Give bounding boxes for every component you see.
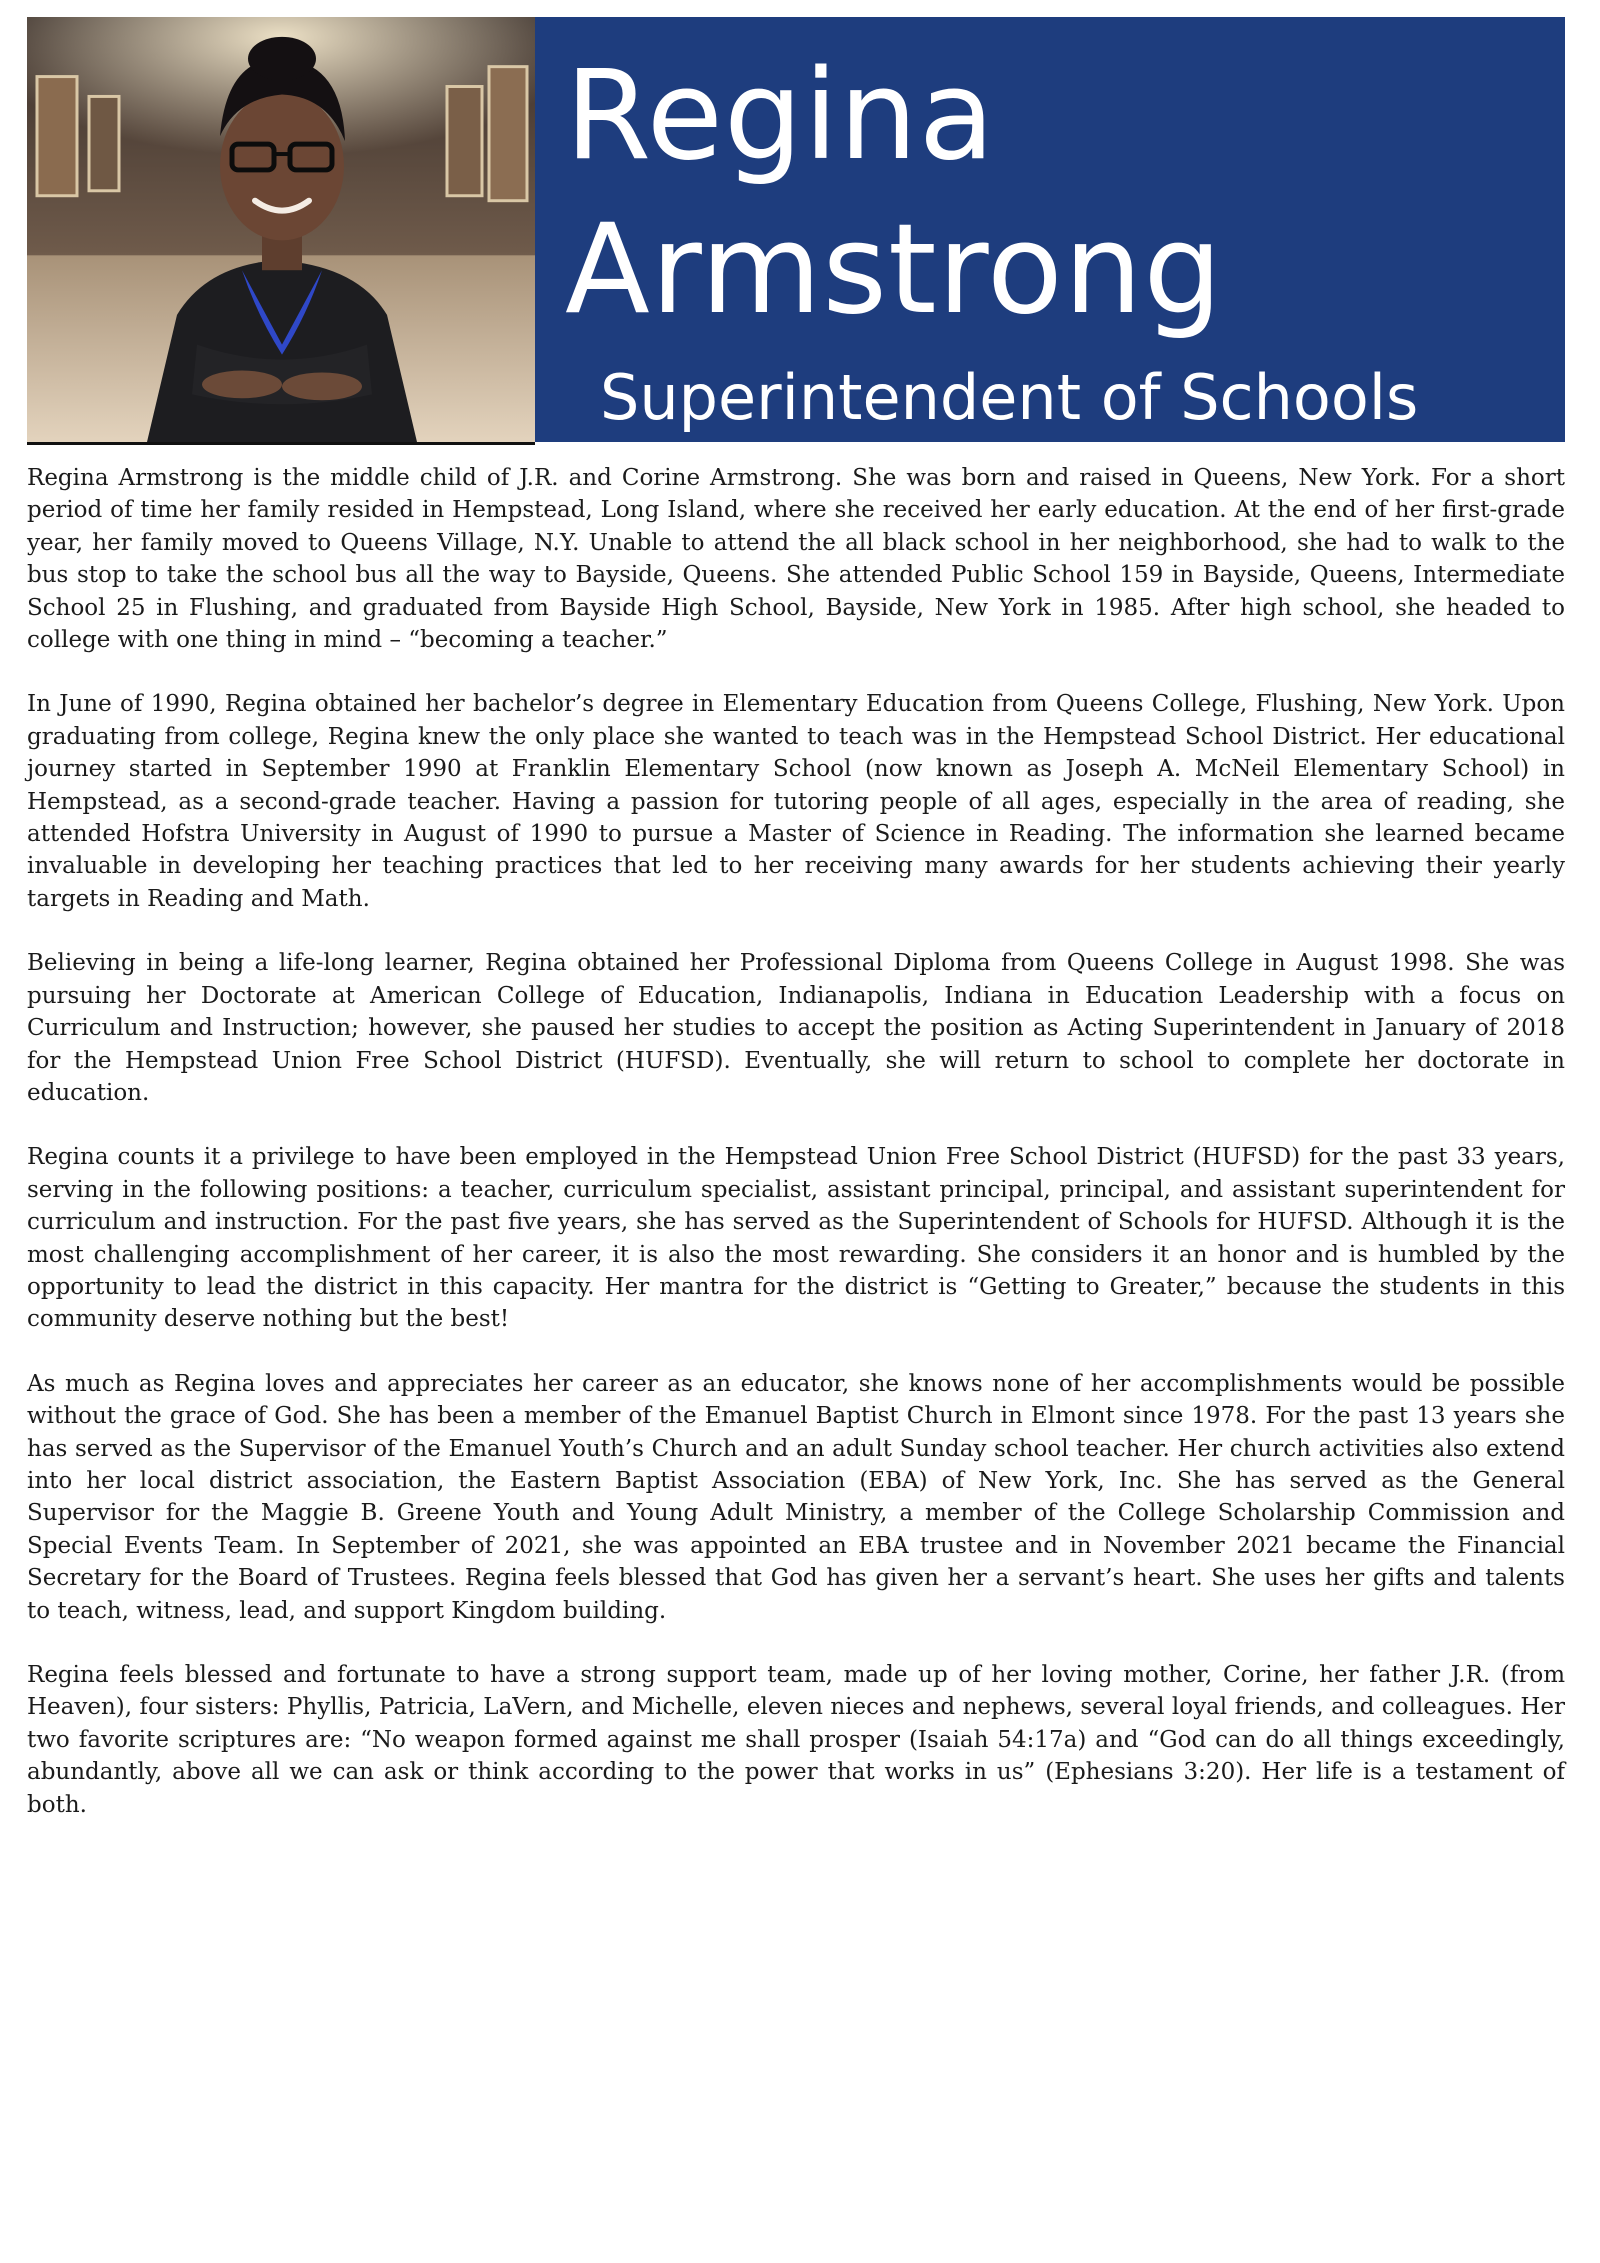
portrait-photo [27, 17, 535, 445]
bio-paragraph-1: Regina Armstrong is the middle child of J.R. and Corine Armstrong. She was born and raised in Queens, New York. For a short period of time her family resided in Hempstead, Long Island, where she received her early education. At the end of her first-grade year, her family moved to Queens Village, N.Y. Unable to attend the all black school in her neighborhood, she had to walk to the bus stop to take the school bus all the way to Bayside, Queens. She attended Public School 159 in Bayside, Queens, Intermediate School 25 in Flushing, and graduated from Bayside High School, Bayside, New York in 1985. After high school, she headed to college with one thing in mind – “becoming a teacher.” [27, 465, 1565, 654]
bio-paragraph-3: Believing in being a life-long learner, Regina obtained her Professional Diploma from Queens College in August 1998. She was pursuing her Doctorate at American College of Education, Indianapolis, Indiana in Education Leadership with a focus on Curriculum and Instruction; however, she paused her studies to accept the position as Acting Superintendent in January of 2018 for the Hempstead Union Free School District (HUFSD). Eventually, she will return to school to complete her doctorate in education. [27, 950, 1565, 1106]
job-title: Superintendent of Schools [600, 361, 1419, 434]
bio-paragraph-2: In June of 1990, Regina obtained her bachelor’s degree in Elementary Education from Queens College, Flushing, New York. Upon graduating from college, Regina knew the only place she wanted to teach was in the Hempstead School District. Her educational journey started in September 1990 at Franklin Elementary School (now known as Joseph A. McNeil Elementary School) in Hempstead, as a second-grade teacher. Having a passion for tutoring people of all ages, especially in the area of reading, she attended Hofstra University in August of 1990 to pursue a Master of Science in Reading. The information she learned became invaluable in developing her teaching practices that led to her receiving many awards for her students achieving their yearly targets in Reading and Math. [27, 691, 1565, 912]
portrait-illustration [27, 17, 535, 442]
bio-paragraph-6: Regina feels blessed and fortunate to have a strong support team, made up of her loving mother, Corine, her father J.R. (from Heaven), four sisters: Phyllis, Patricia, LaVern, and Michelle, eleven nieces and nephews, several loyal friends, and colleagues. Her two favorite scriptures are: “No weapon formed against me shall prosper (Isaiah 54:17a) and “God can do all things exceedingly, abundantly, above all we can ask or think according to the power that works in us” (Ephesians 3:20). Her life is a testament of both. [27, 1662, 1565, 1818]
first-name: Regina [565, 44, 996, 188]
biography [27, 462, 1565, 1853]
header [27, 17, 1565, 445]
last-name: Armstrong [565, 198, 1224, 342]
title-panel [535, 17, 1565, 442]
bio-paragraph-5: As much as Regina loves and appreciates her career as an educator, she knows none of her accomplishments would be possible without the grace of God. She has been a member of the Emanuel Baptist Church in Elmont since 1978. For the past 13 years she has served as the Supervisor of the Emanuel Youth’s Church and an adult Sunday school teacher. Her church activities also extend into her local district association, the Eastern Baptist Association (EBA) of New York, Inc. She has served as the General Supervisor for the Maggie B. Greene Youth and Young Adult Ministry, a member of the College Scholarship Commission and Special Events Team. In September of 2021, she was appointed an EBA trustee and in November 2021 became the Financial Secretary for the Board of Trustees. Regina feels blessed that God has given her a servant’s heart. She uses her gifts and talents to teach, witness, lead, and support Kingdom building. [27, 1370, 1565, 1624]
bio-paragraph-4: Regina counts it a privilege to have been employed in the Hempstead Union Free School District (HUFSD) for the past 33 years, serving in the following positions: a teacher, curriculum specialist, assistant principal, principal, and assistant superintendent for curriculum and instruction. For the past five years, she has served as the Superintendent of Schools for HUFSD. Although it is the most challenging accomplishment of her career, it is also the most rewarding. She considers it an honor and is humbled by the opportunity to lead the district in this capacity. Her mantra for the district is “Getting to Greater,” because the students in this community deserve nothing but the best! [27, 1144, 1565, 1333]
